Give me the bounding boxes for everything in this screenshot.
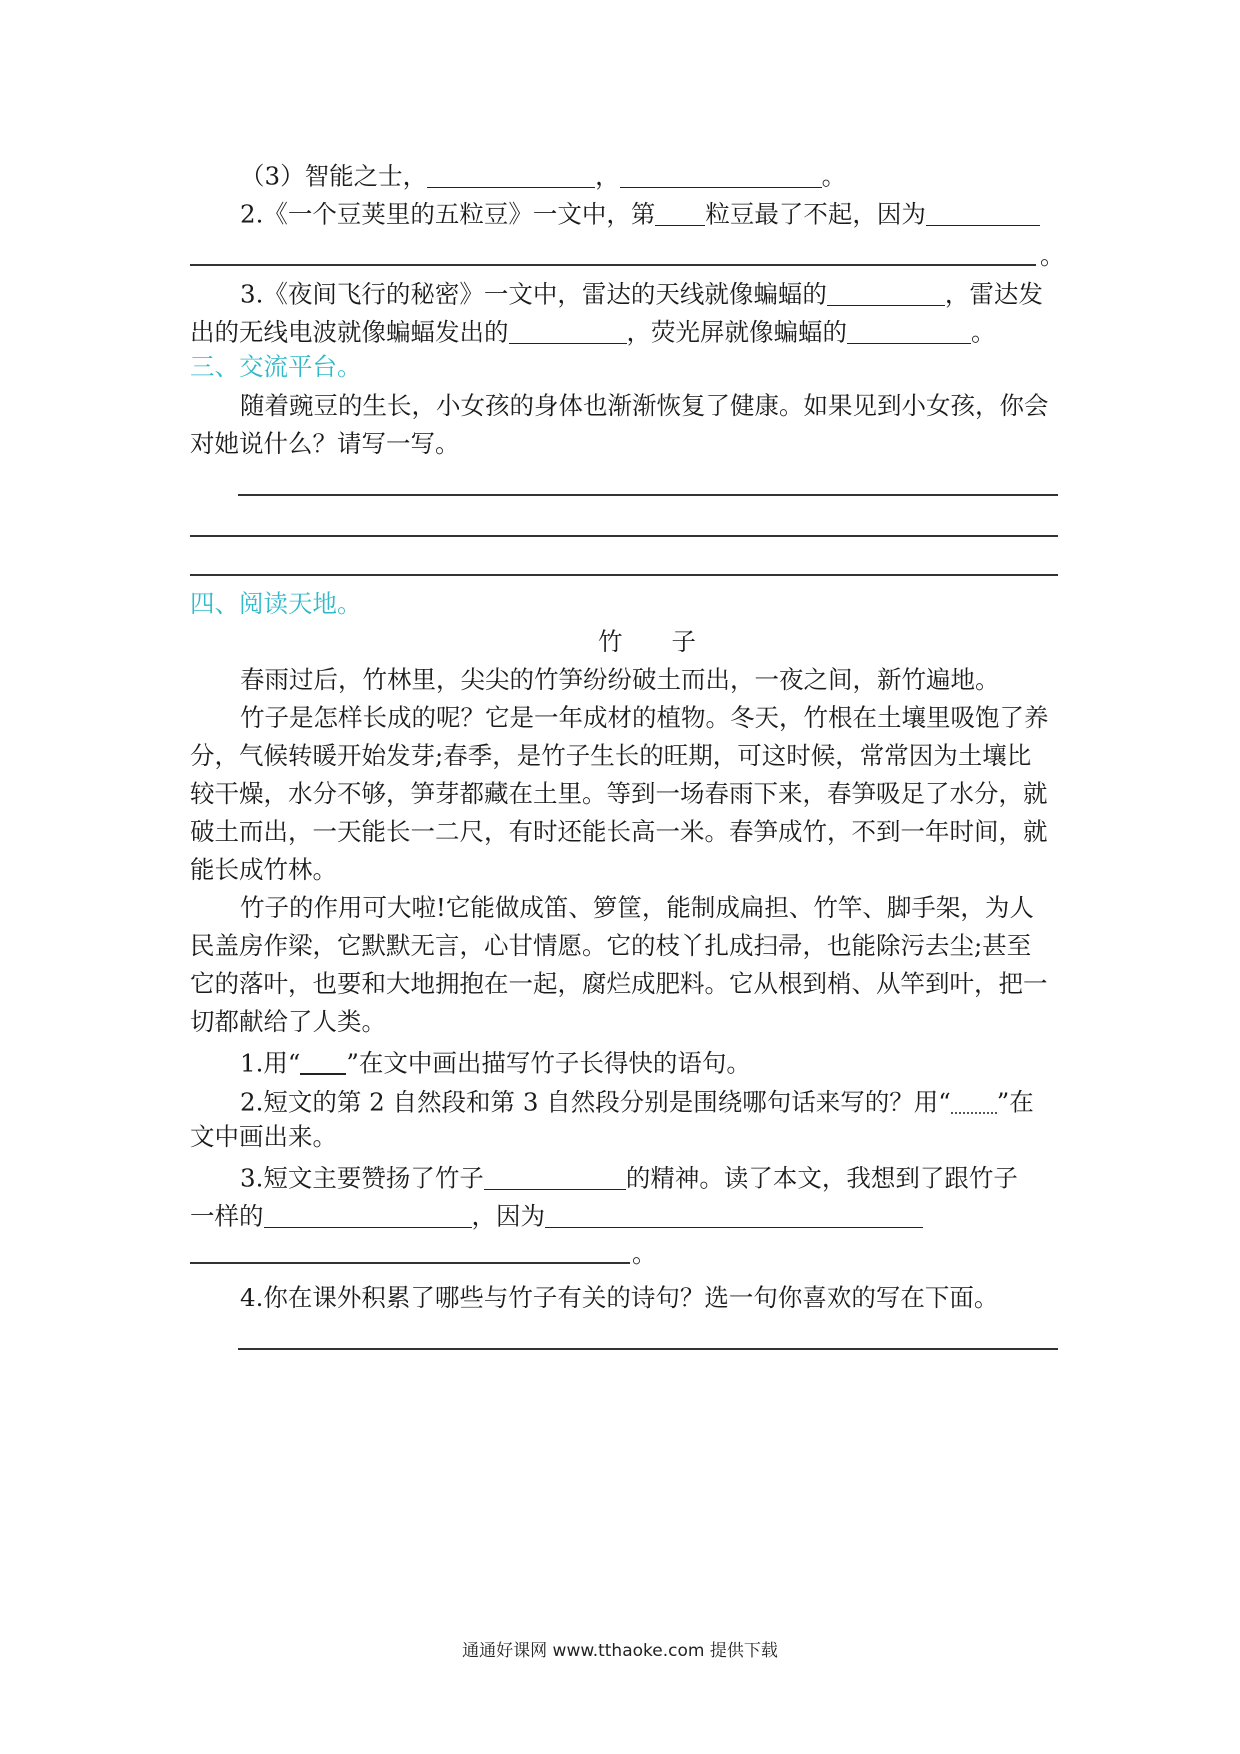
s4-q3-end: 。 [632,1239,657,1268]
q3-line1 [240,280,1043,307]
answer-blank[interactable] [847,318,971,344]
section-4-heading: 四、阅读天地。 [190,589,362,618]
passage-line: 较干燥，水分不够，笋芽都藏在土里。等到一场春雨下来，春笋吸足了水分，就 [190,779,1048,808]
section-3-prompt-line1: 随着豌豆的生长，小女孩的身体也渐渐恢复了健康。如果见到小女孩，你会 [240,391,1049,420]
s4-q1-text: 1.用“ [240,1048,301,1078]
q1-3-comma: ， [595,161,620,191]
passage-line: 破土而出，一天能长一二尺，有时还能长高一米。春笋成竹，不到一年时间，就 [190,817,1048,846]
q3-line2-mid: ，荧光屏就像蝙蝠的 [626,317,847,347]
s4-q2-text: 2.短文的第 2 自然段和第 3 自然段分别是围绕哪句话来写的？用“ [240,1087,951,1117]
footer-credit: 通通好课网 www.tthaoke.com 提供下载 [462,1641,778,1661]
section-3-heading: 三、交流平台。 [190,352,362,381]
passage-line: 竹子是怎样长成的呢？它是一年成材的植物。冬天，竹根在土壤里吸饱了养 [240,703,1049,732]
passage-line: 分，气候转暖开始发芽;春季，是竹子生长的旺期，可这时候，常常因为土壤比 [190,741,1032,770]
answer-blank[interactable] [620,162,822,188]
answer-line[interactable] [190,574,1058,576]
answer-blank[interactable] [264,1202,472,1228]
answer-blank[interactable] [545,1202,923,1228]
q3-text: 3.《夜间飞行的秘密》一文中，雷达的天线就像蝙蝠的 [240,279,827,309]
q3-line2-end: 。 [971,317,996,347]
answer-blank[interactable] [827,280,945,306]
passage-line: 竹子的作用可大啦!它能做成笛、箩筐，能制成扁担、竹竿、脚手架，为人 [240,893,1034,922]
answer-line[interactable] [238,494,1058,496]
answer-blank[interactable] [427,162,595,188]
s4-q3-text: 3.短文主要赞扬了竹子 [240,1163,484,1193]
q3-line2-text: 出的无线电波就像蝙蝠发出的 [190,317,509,347]
s4-q3-line2-text: 一样的 [190,1201,264,1231]
answer-blank[interactable] [509,318,627,344]
answer-blank[interactable] [484,1164,626,1190]
wavy-underline-sample [951,1087,997,1114]
answer-line[interactable] [190,1262,630,1264]
s4-q4-text: 4.你在课外积累了哪些与竹子有关的诗句？选一句你喜欢的写在下面。 [240,1283,999,1312]
passage-line: 民盖房作梁，它默默无言，心甘情愿。它的枝丫扎成扫帚，也能除污去尘;甚至 [190,931,1032,960]
q2-line [240,200,1040,227]
answer-line[interactable] [190,535,1058,537]
q2-mid-text: 粒豆最了不起，因为 [705,199,926,229]
answer-line[interactable] [190,264,1036,266]
q1-3-end: 。 [821,161,847,191]
passage-line: 它的落叶，也要和大地拥抱在一起，腐烂成肥料。它从根到梢、从竿到叶，把一 [190,969,1048,998]
s4-q2-suffix: ”在 [996,1087,1034,1117]
passage-line: 春雨过后，竹林里，尖尖的竹笋纷纷破土而出，一夜之间，新竹遍地。 [240,665,1000,694]
s4-q1-line [240,1048,751,1076]
section-3-prompt-line2: 对她说什么？请写一写。 [190,429,460,458]
q1-3-line [240,162,846,189]
s4-q1-suffix: ”在文中画出描写竹子长得快的语句。 [346,1048,751,1078]
passage-title: 竹 子 [598,627,696,656]
s4-q3-line2 [190,1202,923,1229]
s4-q3-line2-mid: ，因为 [471,1201,545,1231]
s4-q3-mid: 的精神。读了本文，我想到了跟竹子 [625,1163,1018,1193]
q3-line2 [190,318,996,345]
straight-underline-sample [300,1048,346,1075]
s4-q2-line2: 文中画出来。 [190,1122,337,1151]
q2-text: 2.《一个豆荚里的五粒豆》一文中，第 [240,199,656,229]
passage-line: 切都献给了人类。 [190,1007,386,1036]
q1-3-text: （3）智能之士， [240,161,428,191]
q2-end: 。 [1040,241,1065,270]
s4-q2-line1 [240,1087,1034,1115]
answer-blank[interactable] [926,200,1040,226]
passage-line: 能长成竹林。 [190,855,337,884]
q3-mid-text: ，雷达发 [944,279,1043,309]
answer-blank[interactable] [655,200,705,226]
answer-line[interactable] [238,1348,1058,1350]
s4-q3-line1 [240,1164,1018,1191]
